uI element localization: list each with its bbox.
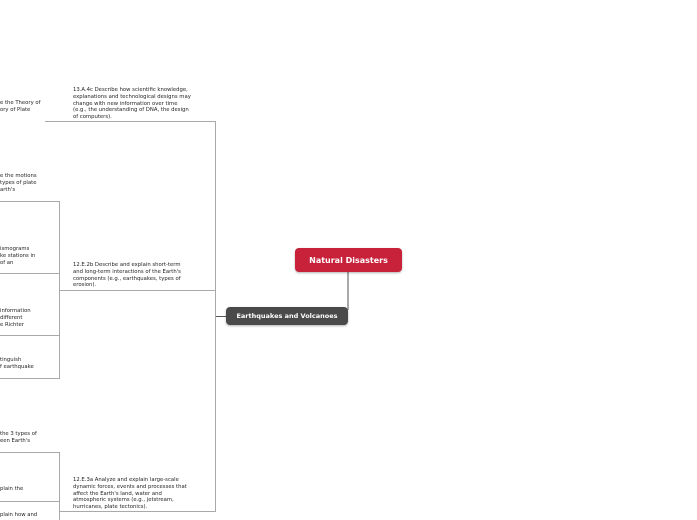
sub-box: [59, 201, 60, 379]
branch-line: [45, 121, 216, 122]
branch-line: [60, 290, 216, 291]
sub-box: [59, 452, 60, 520]
standard-12e3a[interactable]: 12.E.3a Analyze and explain large-scale dynamic forces, events and processes that affect the Earth's land, water and atmospheric systems (e.g., jetstream, hurricanes, plate tectonics).: [73, 477, 187, 511]
connector: [347, 272, 349, 310]
branch-line: [60, 511, 216, 512]
left-topic[interactable]: e the motions types of plate arth's: [0, 173, 37, 193]
left-topic[interactable]: ismograms ke stations in of an: [0, 246, 36, 266]
standard-13a4c[interactable]: 13.A.4c Describe how scientific knowledge, explanations and technological designs may change with new information over time (e.g., the understanding of DNA, the design of computers).: [73, 87, 191, 121]
left-topic[interactable]: plain the: [0, 486, 24, 492]
sub-box: [0, 378, 60, 379]
left-topic[interactable]: the 3 types of een Earth's: [0, 431, 37, 444]
sub-box: [0, 335, 60, 336]
root-node[interactable]: Natural Disasters: [295, 248, 402, 272]
left-topic[interactable]: information different e Richter: [0, 308, 31, 328]
sub-box: [0, 201, 60, 202]
left-topic[interactable]: tinguish f earthquake: [0, 357, 34, 370]
left-topic[interactable]: e the Theory of ory of Plate: [0, 100, 41, 113]
bracket-vertical: [215, 121, 216, 512]
sub-box: [0, 452, 60, 453]
sub-box: [0, 501, 60, 502]
standard-12e2b[interactable]: 12.E.2b Describe and explain short-term and long-term interactions of the Earth's components (e.g., earthquakes, types of erosion).: [73, 262, 181, 289]
connector: [215, 316, 226, 317]
left-topic[interactable]: plain how and: [0, 512, 38, 518]
topic-node-earthquakes-volcanoes[interactable]: Earthquakes and Volcanoes: [226, 307, 348, 325]
sub-box: [0, 273, 60, 274]
